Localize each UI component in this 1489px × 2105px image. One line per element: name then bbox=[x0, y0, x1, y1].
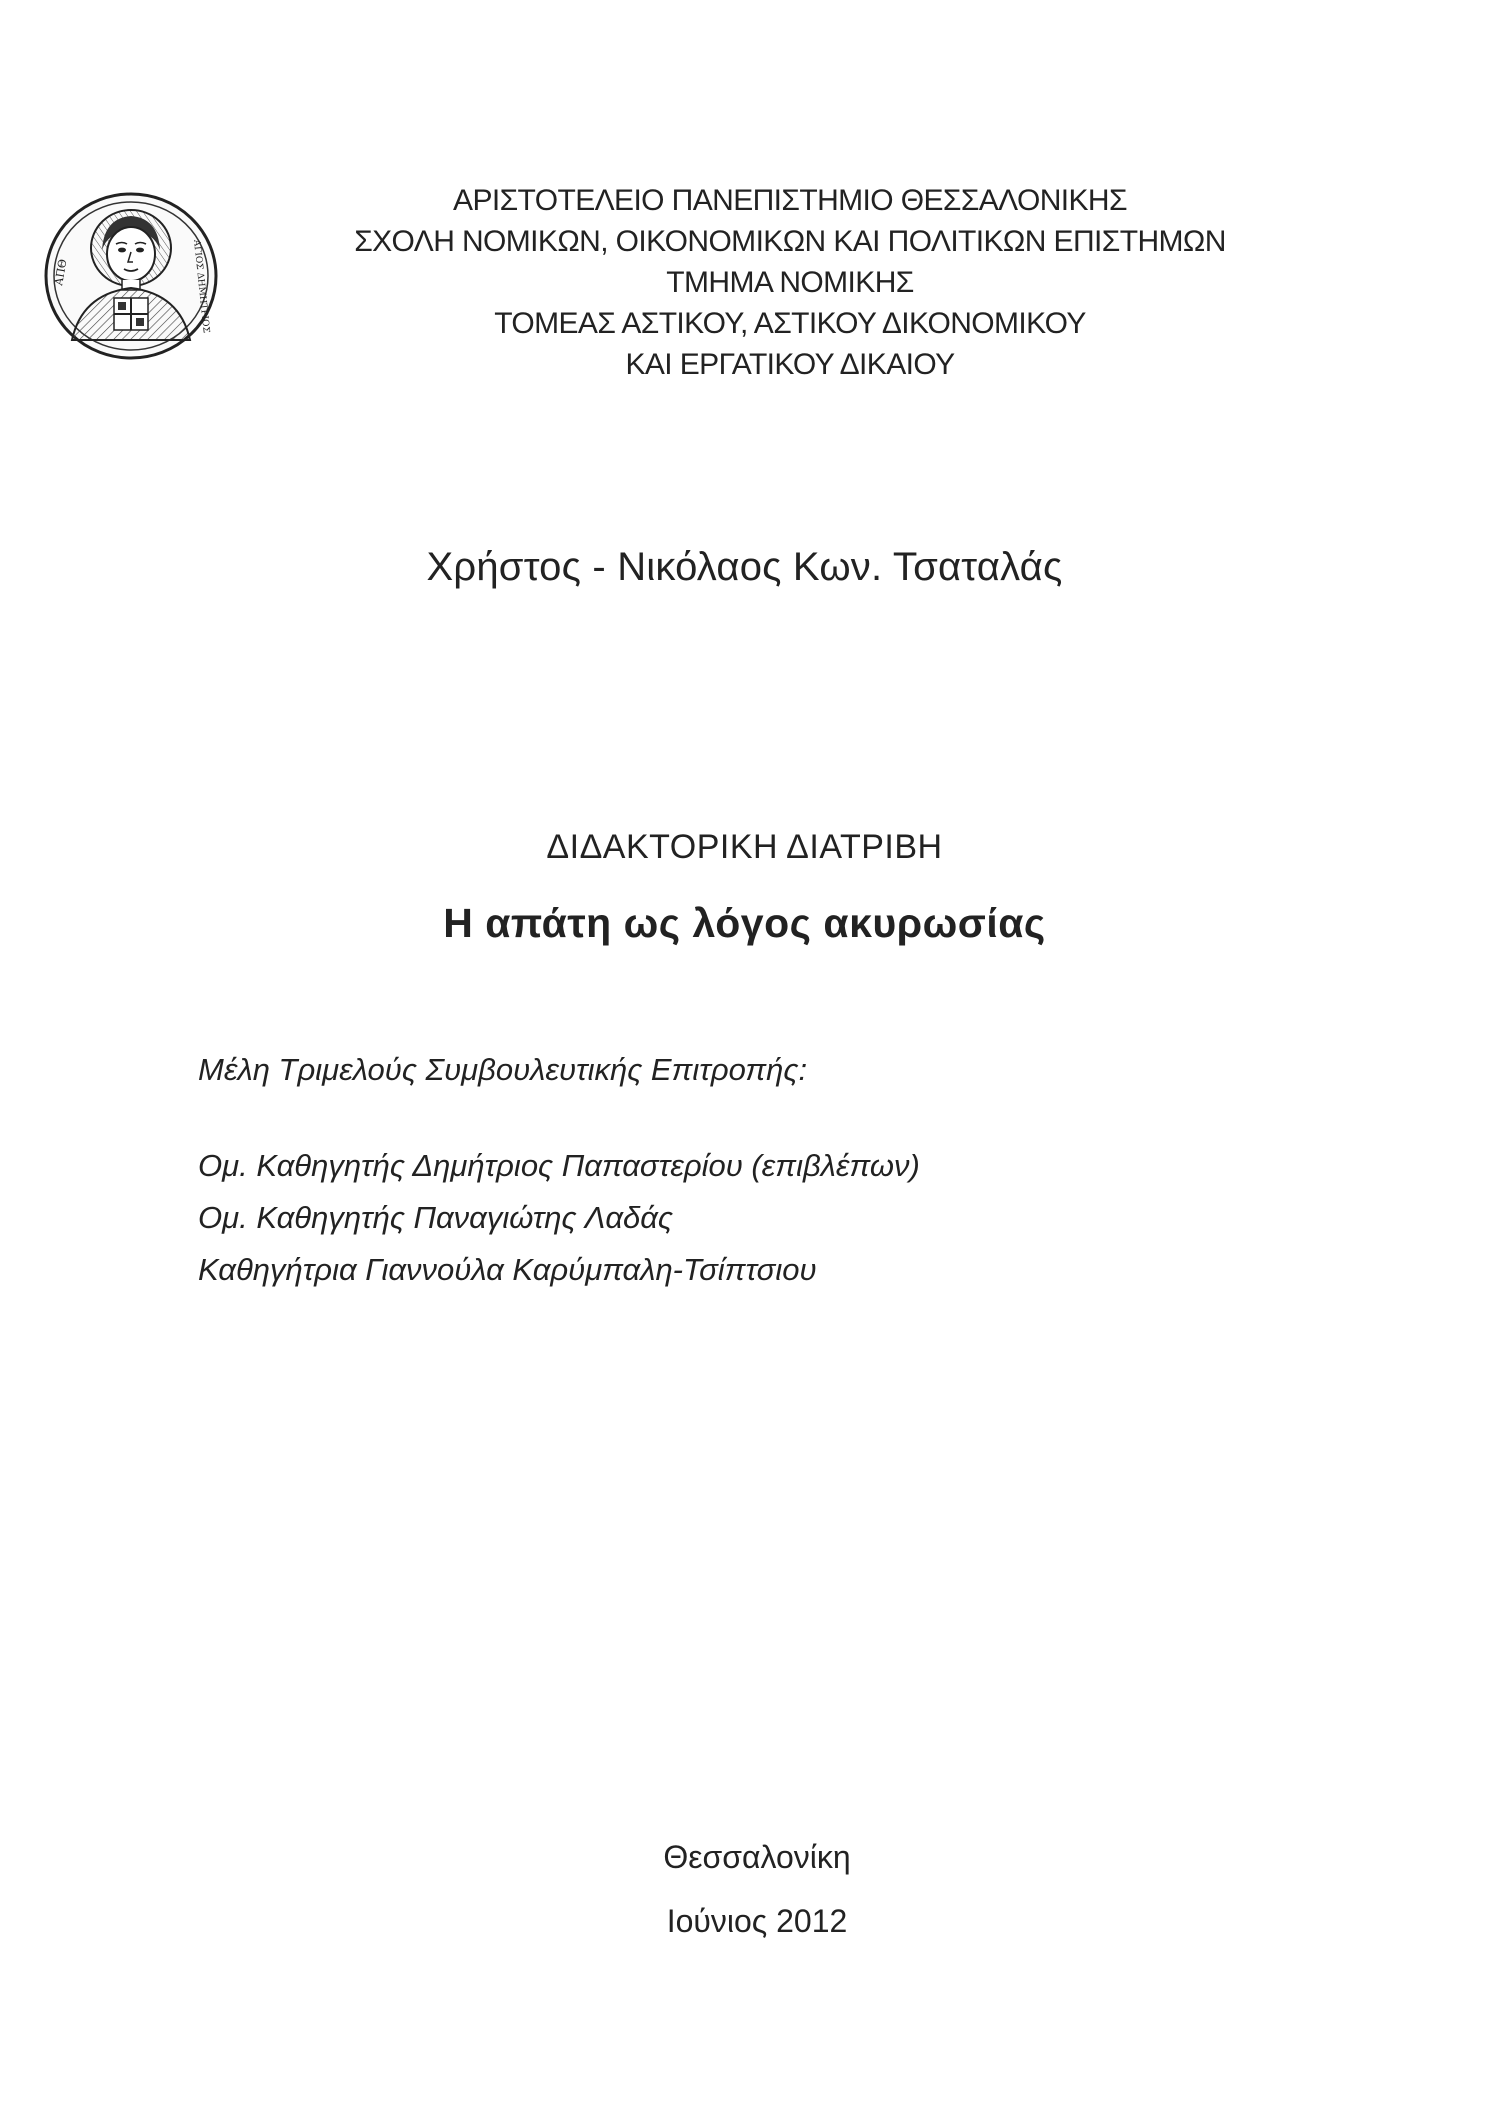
committee-heading: Μέλη Τριμελούς Συμβουλευτικής Επιτροπής: bbox=[198, 1052, 808, 1087]
header-school: ΣΧΟΛΗ ΝΟΜΙΚΩΝ, ΟΙΚΟΝΟΜΙΚΩΝ ΚΑΙ ΠΟΛΙΤΙΚΩΝ ΕΠΙΣΤΗΜΩΝ bbox=[354, 225, 1226, 258]
university-seal-icon bbox=[42, 190, 220, 362]
committee-member: Ομ. Καθηγητής Παναγιώτης Λαδάς bbox=[198, 1200, 673, 1235]
seal-right-inscription: ΑΓΙΟΣ ΔΗΜΗΤΡΙΟΣ bbox=[191, 239, 211, 334]
header-department: ΤΜΗΜΑ ΝΟΜΙΚΗΣ bbox=[666, 266, 914, 299]
header-university: ΑΡΙΣΤΟΤΕΛΕΙΟ ΠΑΝΕΠΙΣΤΗΜΙΟ ΘΕΣΣΑΛΟΝΙΚΗΣ bbox=[453, 184, 1127, 217]
footer-city: Θεσσαλονίκη bbox=[663, 1839, 851, 1875]
seal-left-inscription: ΑΠΘ bbox=[52, 258, 70, 287]
institution-header bbox=[300, 180, 1280, 385]
document-type: ΔΙΔΑΚΤΟΡΙΚΗ ΔΙΑΤΡΙΒΗ bbox=[546, 828, 943, 866]
header-sector-line-2: ΚΑΙ ΕΡΓΑΤΙΚΟΥ ΔΙΚΑΙΟΥ bbox=[625, 348, 955, 381]
footer bbox=[0, 1825, 1489, 1953]
committee-section bbox=[198, 1052, 920, 1296]
document-title: Η απάτη ως λόγος ακυρωσίας bbox=[443, 900, 1046, 946]
footer-date: Ιούνιος 2012 bbox=[666, 1903, 848, 1939]
committee-member: Ομ. Καθηγητής Δημήτριος Παπαστερίου (επιβλέπων) bbox=[198, 1148, 920, 1183]
committee-member: Καθηγήτρια Γιαννούλα Καρύμπαλη-Τσίπτσιου bbox=[198, 1252, 817, 1287]
author-name: Χρήστος - Νικόλαος Κων. Τσαταλάς bbox=[426, 545, 1063, 589]
header-sector-line-1: ΤΟΜΕΑΣ ΑΣΤΙΚΟΥ, ΑΣΤΙΚΟΥ ΔΙΚΟΝΟΜΙΚΟΥ bbox=[494, 307, 1086, 340]
